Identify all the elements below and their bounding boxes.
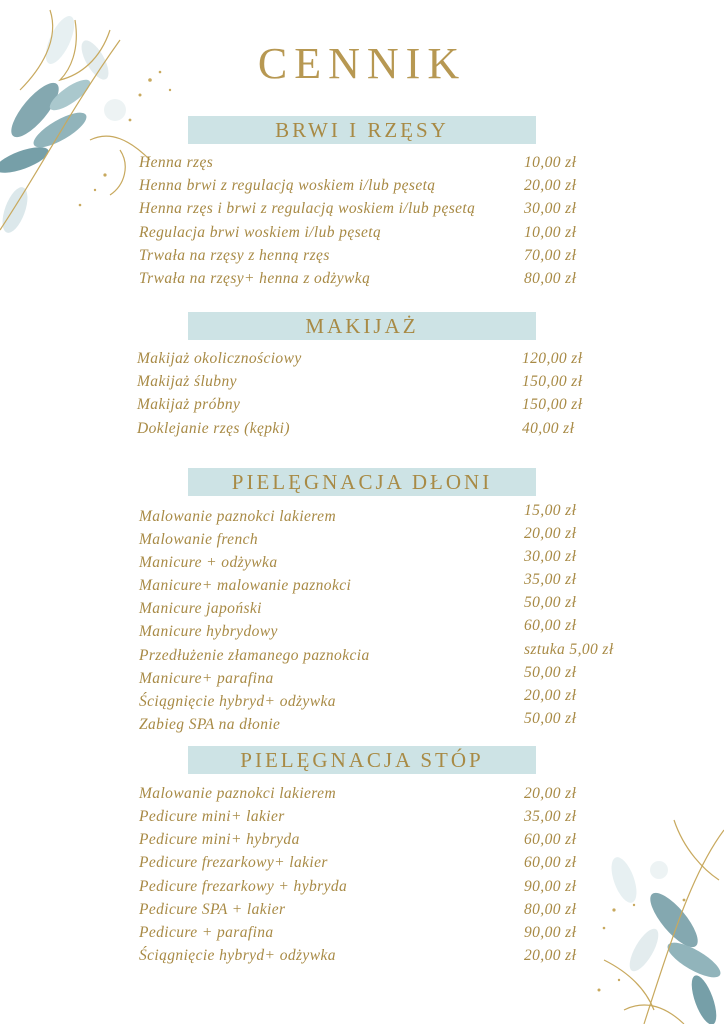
price-item-name: Makijaż okolicznościowy xyxy=(137,350,302,367)
price-item-price: 50,00 zł xyxy=(524,594,577,611)
price-item-price: sztuka 5,00 zł xyxy=(524,641,614,658)
price-item-price: 10,00 zł xyxy=(524,154,577,171)
price-item-name: Henna brwi z regulacją woskiem i/lub pęsetą xyxy=(139,177,436,194)
price-item-price: 60,00 zł xyxy=(524,831,577,848)
price-item-price: 35,00 zł xyxy=(524,808,577,825)
price-item-name: Henna rzęs i brwi z regulacją woskiem i/lub pęsetą xyxy=(139,200,476,217)
price-item-price: 30,00 zł xyxy=(524,548,577,565)
price-item-price: 30,00 zł xyxy=(524,200,577,217)
price-item-price: 150,00 zł xyxy=(522,373,583,390)
price-item-name: Trwała na rzęsy z henną rzęs xyxy=(139,247,330,264)
price-item-price: 150,00 zł xyxy=(522,396,583,413)
price-item-price: 20,00 zł xyxy=(524,687,577,704)
price-item-price: 90,00 zł xyxy=(524,878,577,895)
foliage-bottom-right-decoration xyxy=(584,810,724,1024)
price-item-name: Manicure+ parafina xyxy=(139,670,274,687)
price-item-price: 80,00 zł xyxy=(524,901,577,918)
price-item-price: 20,00 zł xyxy=(524,177,577,194)
price-item-price: 90,00 zł xyxy=(524,924,577,941)
page-title: CENNIK xyxy=(257,39,467,88)
section-heading-brwi: BRWI I RZĘSY xyxy=(188,116,536,144)
price-item-name: Malowanie paznokci lakierem xyxy=(139,508,337,525)
price-item-price: 60,00 zł xyxy=(524,617,577,634)
price-item-name: Pedicure mini+ lakier xyxy=(139,808,285,825)
price-item-price: 20,00 zł xyxy=(524,947,577,964)
price-item-name: Trwała na rzęsy+ henna z odżywką xyxy=(139,270,371,287)
price-item-price: 120,00 zł xyxy=(522,350,583,367)
price-item-name: Manicure hybrydowy xyxy=(139,623,278,640)
section-heading-dlonie: PIELĘGNACJA DŁONI xyxy=(188,468,536,496)
price-item-name: Pedicure SPA + lakier xyxy=(139,901,286,918)
price-item-price: 40,00 zł xyxy=(522,420,575,437)
price-item-name: Ściągnięcie hybryd+ odżywka xyxy=(139,693,336,710)
price-item-name: Pedicure + parafina xyxy=(139,924,274,941)
price-item-name: Manicure+ malowanie paznokci xyxy=(139,577,352,594)
price-item-name: Makijaż ślubny xyxy=(137,373,237,390)
price-item-name: Makijaż próbny xyxy=(137,396,241,413)
price-item-price: 20,00 zł xyxy=(524,785,577,802)
price-item-price: 15,00 zł xyxy=(524,502,577,519)
price-item-name: Manicure + odżywka xyxy=(139,554,278,571)
section-heading-stopy: PIELĘGNACJA STÓP xyxy=(188,746,536,774)
price-item-price: 50,00 zł xyxy=(524,710,577,727)
price-item-price: 70,00 zł xyxy=(524,247,577,264)
price-item-name: Doklejanie rzęs (kępki) xyxy=(137,420,290,437)
price-item-name: Pedicure mini+ hybryda xyxy=(139,831,300,848)
price-item-name: Ściągnięcie hybryd+ odżywka xyxy=(139,947,336,964)
price-item-price: 80,00 zł xyxy=(524,270,577,287)
price-item-price: 50,00 zł xyxy=(524,664,577,681)
price-item-name: Manicure japoński xyxy=(139,600,262,617)
price-item-price: 60,00 zł xyxy=(524,854,577,871)
price-item-name: Przedłużenie złamanego paznokcia xyxy=(139,647,370,664)
price-item-name: Regulacja brwi woskiem i/lub pęsetą xyxy=(139,224,382,241)
price-item-name: Pedicure frezarkowy + hybryda xyxy=(139,878,348,895)
price-item-name: Zabieg SPA na dłonie xyxy=(139,716,281,733)
price-item-price: 10,00 zł xyxy=(524,224,577,241)
price-item-name: Henna rzęs xyxy=(139,154,214,171)
price-item-name: Malowanie paznokci lakierem xyxy=(139,785,337,802)
price-item-price: 35,00 zł xyxy=(524,571,577,588)
price-item-price: 20,00 zł xyxy=(524,525,577,542)
price-item-name: Malowanie french xyxy=(139,531,259,548)
price-item-name: Pedicure frezarkowy+ lakier xyxy=(139,854,328,871)
section-heading-makijaz: MAKIJAŻ xyxy=(188,312,536,340)
